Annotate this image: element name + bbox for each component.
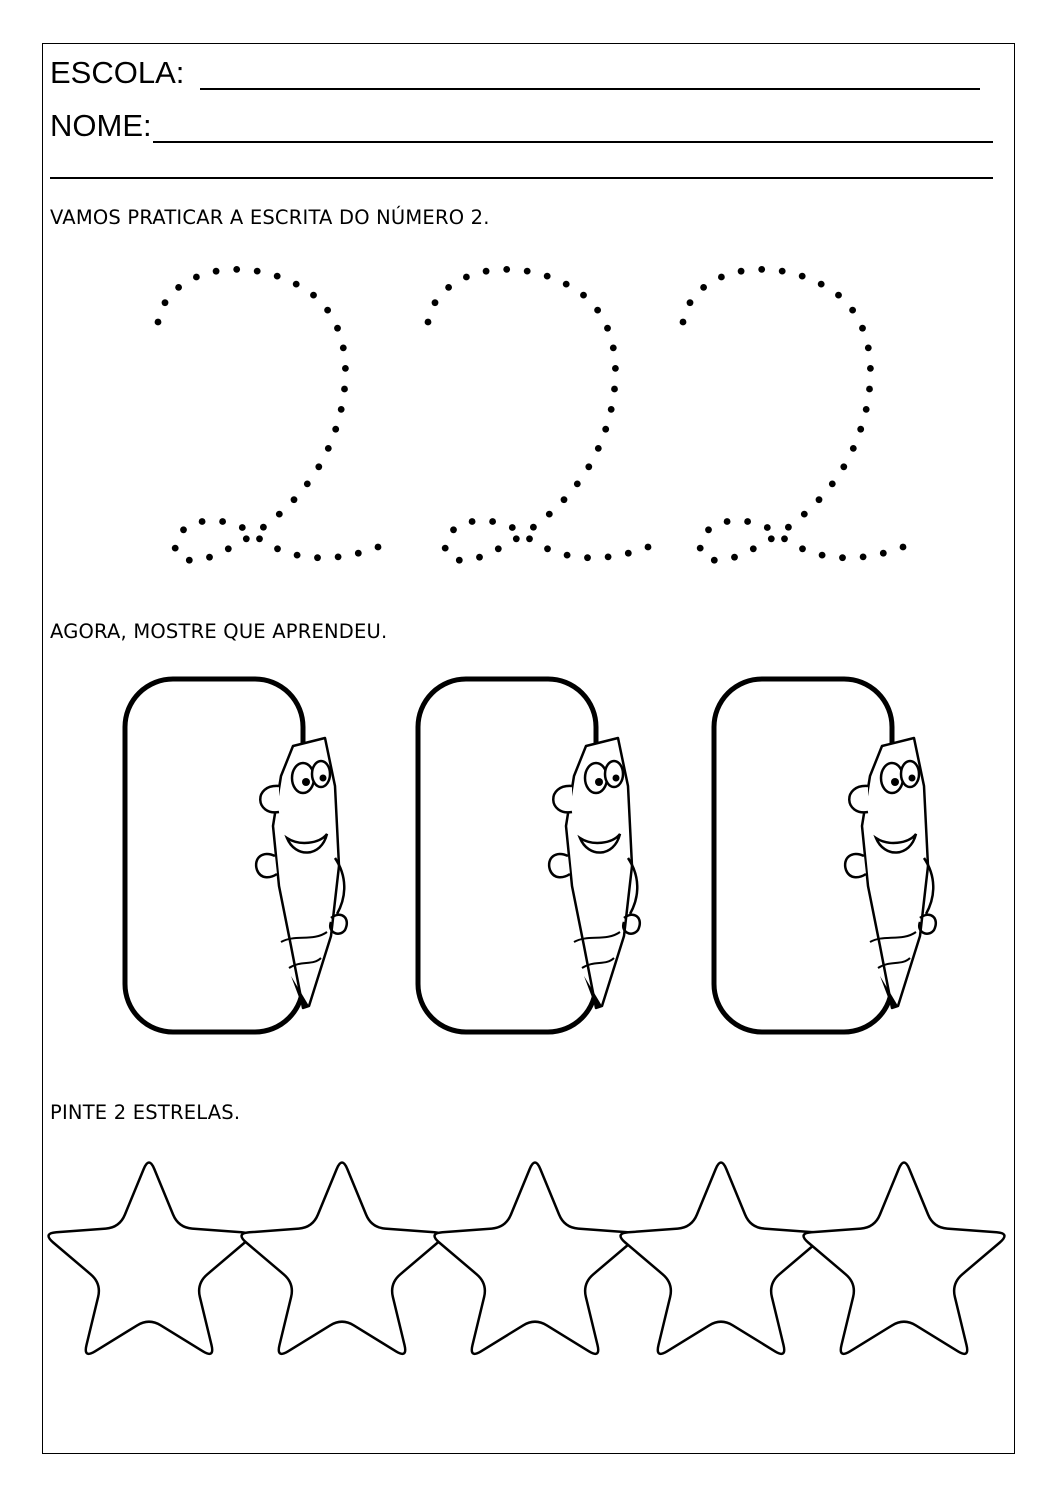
trace-dot — [705, 526, 712, 533]
school-label: ESCOLA: — [50, 55, 185, 90]
trace-dot — [563, 281, 570, 288]
trace-dot — [608, 406, 615, 413]
trace-dot — [865, 345, 872, 352]
trace-dot — [524, 268, 531, 275]
trace-dot — [445, 284, 452, 291]
trace-dot — [442, 545, 449, 552]
trace-dot — [863, 406, 870, 413]
trace-dot — [880, 550, 887, 557]
trace-dot — [155, 319, 162, 326]
trace-dot — [495, 545, 502, 552]
trace-dot — [584, 554, 591, 561]
trace-dot — [274, 273, 281, 280]
trace-dot — [718, 274, 725, 281]
trace-dot — [254, 268, 261, 275]
trace-dot — [291, 496, 298, 503]
trace-dot — [594, 307, 601, 314]
trace-dot — [849, 307, 856, 314]
trace-dot — [509, 524, 516, 531]
trace-dot — [256, 535, 263, 542]
trace-dot — [469, 518, 476, 525]
trace-dot — [341, 386, 348, 393]
trace-dot — [859, 325, 866, 332]
trace-dot — [867, 365, 874, 372]
trace-dot — [758, 266, 765, 273]
dotted-digit-two-1[interactable] — [155, 266, 382, 564]
trace-dot — [324, 307, 331, 314]
trace-dot — [595, 445, 602, 452]
trace-dot — [342, 365, 349, 372]
trace-dot — [186, 557, 193, 564]
trace-dot — [175, 284, 182, 291]
stars-area — [0, 1140, 1058, 1410]
trace-dot — [860, 554, 867, 561]
trace-dot — [731, 554, 738, 561]
writing-boxes-area — [0, 660, 1058, 1060]
trace-dot — [233, 266, 240, 273]
trace-dot — [162, 299, 169, 306]
trace-dot — [293, 281, 300, 288]
trace-dot — [213, 268, 220, 275]
star-icon-3[interactable] — [435, 1163, 636, 1354]
trace-dot — [456, 557, 463, 564]
trace-dot — [338, 406, 345, 413]
trace-dot — [219, 518, 226, 525]
trace-dot — [260, 524, 267, 531]
trace-dot — [172, 545, 179, 552]
trace-dot — [574, 481, 581, 488]
trace-dot — [818, 281, 825, 288]
trace-dot — [779, 268, 786, 275]
trace-dot — [476, 554, 483, 561]
trace-dot — [801, 511, 808, 518]
trace-dot — [857, 426, 864, 433]
trace-dot — [304, 481, 311, 488]
trace-dot — [463, 274, 470, 281]
trace-dot — [829, 481, 836, 488]
trace-dot — [425, 319, 432, 326]
trace-dot — [835, 292, 842, 299]
trace-dot — [612, 365, 619, 372]
trace-dot — [799, 273, 806, 280]
trace-dot — [544, 545, 551, 552]
dotted-digit-two-2[interactable] — [425, 266, 652, 564]
trace-dot — [335, 554, 342, 561]
star-icon-5[interactable] — [804, 1163, 1005, 1354]
trace-dot — [625, 550, 632, 557]
trace-dot — [839, 554, 846, 561]
trace-dot — [602, 426, 609, 433]
trace-dot — [781, 535, 788, 542]
trace-dot — [610, 345, 617, 352]
trace-dot — [564, 552, 571, 559]
trace-dot — [206, 554, 213, 561]
trace-dot — [325, 445, 332, 452]
trace-dot — [274, 545, 281, 552]
trace-dot — [310, 292, 317, 299]
trace-dot — [738, 268, 745, 275]
trace-dot — [332, 426, 339, 433]
trace-dot — [276, 511, 283, 518]
trace-dot — [314, 554, 321, 561]
trace-dot — [611, 386, 618, 393]
trace-dot — [530, 524, 537, 531]
trace-dot — [294, 552, 301, 559]
dotted-digits-area[interactable] — [0, 0, 1058, 600]
trace-dot — [225, 545, 232, 552]
trace-dot — [850, 445, 857, 452]
trace-dot — [744, 518, 751, 525]
trace-dot — [199, 518, 206, 525]
trace-dot — [840, 463, 847, 470]
trace-dot — [561, 496, 568, 503]
trace-dot — [697, 545, 704, 552]
trace-dot — [585, 463, 592, 470]
trace-dot — [816, 496, 823, 503]
star-icon-2[interactable] — [242, 1163, 443, 1354]
trace-dot — [764, 524, 771, 531]
trace-dot — [193, 274, 200, 281]
trace-dot — [544, 273, 551, 280]
trace-dot — [315, 463, 322, 470]
trace-dot — [513, 535, 520, 542]
trace-dot — [724, 518, 731, 525]
trace-dot — [432, 299, 439, 306]
write-instruction: AGORA, MOSTRE QUE APRENDEU. — [50, 620, 388, 643]
dotted-digit-two-3[interactable] — [680, 266, 907, 564]
trace-instruction: VAMOS PRATICAR A ESCRITA DO NÚMERO 2. — [50, 206, 490, 229]
trace-dot — [243, 535, 250, 542]
trace-dot — [580, 292, 587, 299]
trace-dot — [334, 325, 341, 332]
trace-dot — [605, 554, 612, 561]
trace-dot — [483, 268, 490, 275]
trace-dot — [604, 325, 611, 332]
trace-dot — [546, 511, 553, 518]
name-label: NOME: — [50, 108, 152, 143]
star-icon-4[interactable] — [621, 1163, 822, 1354]
trace-dot — [799, 545, 806, 552]
trace-dot — [503, 266, 510, 273]
trace-dot — [340, 345, 347, 352]
trace-dot — [866, 386, 873, 393]
trace-dot — [819, 552, 826, 559]
trace-dot — [750, 545, 757, 552]
trace-dot — [785, 524, 792, 531]
trace-dot — [900, 544, 907, 551]
trace-dot — [355, 550, 362, 557]
star-icon-1[interactable] — [49, 1163, 250, 1354]
trace-dot — [180, 526, 187, 533]
trace-dot — [489, 518, 496, 525]
trace-dot — [700, 284, 707, 291]
trace-dot — [450, 526, 457, 533]
trace-dot — [687, 299, 694, 306]
trace-dot — [239, 524, 246, 531]
trace-dot — [375, 544, 382, 551]
trace-dot — [768, 535, 775, 542]
trace-dot — [645, 544, 652, 551]
trace-dot — [526, 535, 533, 542]
trace-dot — [680, 319, 687, 326]
color-instruction: PINTE 2 ESTRELAS. — [50, 1101, 241, 1124]
trace-dot — [711, 557, 718, 564]
